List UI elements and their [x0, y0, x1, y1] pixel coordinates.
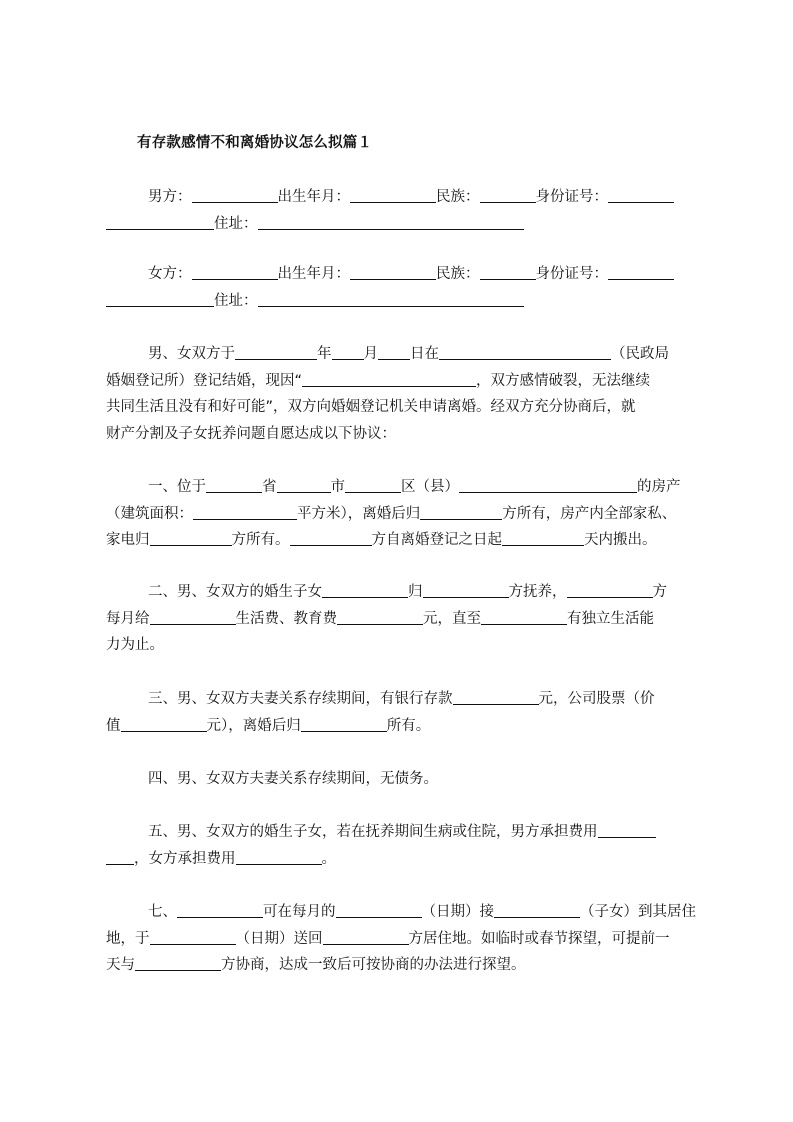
blank: [135, 954, 221, 971]
blank: [481, 608, 567, 625]
blank: [322, 581, 408, 598]
blank: [236, 848, 322, 865]
text: 市: [330, 479, 345, 495]
blank: [567, 581, 653, 598]
text: 三、男、女双方夫妻关系存续期间，有银行存款: [148, 691, 453, 707]
text: 区（县）: [401, 479, 459, 495]
text: 地，于: [106, 930, 150, 947]
blank: [350, 263, 436, 280]
text: 一、位于: [148, 479, 206, 495]
text: 元），离婚后归: [206, 717, 301, 734]
text: 婚姻登记所）登记结婚，现因“: [106, 372, 303, 389]
text: 方自离婚登记之日起: [371, 532, 502, 548]
paragraph-marriage-registration: [106, 341, 706, 447]
label-address: 住址：: [214, 292, 258, 309]
blank: [277, 476, 331, 493]
paragraph-clause-debts: [106, 766, 706, 793]
paragraph-wife-info: [106, 261, 706, 314]
text: 每月给: [106, 610, 150, 627]
text: 天内搬出。: [584, 532, 657, 548]
blank: [480, 186, 536, 203]
blank: [608, 263, 674, 280]
text: （日期）送回: [235, 930, 323, 947]
text: 男、女双方于: [148, 346, 235, 362]
label-ethnicity: 民族：: [436, 266, 480, 282]
label-husband: 男方：: [148, 189, 192, 205]
blank: [494, 901, 580, 918]
label-ethnicity: 民族：: [436, 189, 480, 205]
blank: [598, 821, 656, 838]
text: 五、男、女双方的婚生子女，若在抚养期间生病或住院，男方承担费用: [148, 824, 598, 840]
blank: [192, 186, 278, 203]
text: 的房产: [637, 479, 681, 495]
text: 归: [408, 584, 423, 600]
text: 元，公司股票（价: [538, 691, 655, 707]
blank: [121, 715, 207, 732]
label-birthdate: 出生年月：: [277, 266, 350, 282]
blank: [439, 343, 611, 360]
text: 月: [363, 346, 378, 362]
text: 家电归: [106, 532, 150, 548]
text: 值: [106, 717, 121, 734]
text: 四、男、女双方夫妻关系存续期间，无债务。: [148, 771, 438, 787]
blank: [350, 186, 436, 203]
label-birthdate: 出生年月：: [277, 189, 350, 205]
text: ，女方承担费用: [134, 850, 236, 867]
document-title: 有存款感情不和离婚协议怎么拟篇１: [137, 135, 373, 151]
blank: [302, 370, 476, 387]
blank: [323, 928, 409, 945]
label-wife: 女方：: [148, 266, 192, 282]
text: 财产分割及子女抚养问题自愿达成以下协议：: [106, 425, 396, 442]
text: 生活费、教育费: [235, 610, 337, 627]
blank: [106, 290, 214, 307]
blank: [608, 186, 674, 203]
text: 所有。: [386, 717, 431, 734]
blank: [290, 529, 372, 546]
blank: [453, 688, 539, 705]
label-id-number: 身份证号：: [535, 189, 608, 205]
blank: [150, 529, 232, 546]
blank: [258, 290, 524, 307]
text: （子女）到其居住: [580, 904, 696, 920]
blank: [106, 848, 134, 865]
label-id-number: 身份证号：: [535, 266, 608, 282]
blank: [336, 901, 422, 918]
text: 力为止。: [106, 637, 164, 653]
blank: [235, 343, 317, 360]
text: 方所有。: [231, 532, 290, 548]
text: 省: [262, 479, 277, 495]
text: （民政局: [611, 346, 669, 362]
text: （建筑面积：: [106, 505, 193, 522]
blank: [150, 608, 236, 625]
text: 七、: [148, 904, 177, 920]
blank: [378, 343, 410, 360]
blank: [332, 343, 364, 360]
label-address: 住址：: [214, 215, 258, 232]
text: 可在每月的: [263, 904, 336, 920]
text: 方协商，达成一致后可按协商的办法进行探望。: [221, 957, 526, 973]
blank: [150, 928, 236, 945]
text: 。: [321, 850, 336, 867]
blank: [192, 263, 278, 280]
blank: [206, 476, 262, 493]
blank: [502, 529, 584, 546]
paragraph-clause-savings: [106, 686, 706, 739]
text: 有独立生活能: [567, 610, 654, 627]
blank: [301, 715, 387, 732]
blank: [345, 476, 401, 493]
blank: [480, 263, 536, 280]
text: 方: [652, 584, 667, 600]
text: 元，直至: [423, 610, 481, 627]
blank: [177, 901, 263, 918]
blank: [420, 503, 502, 520]
text: 方居住地。如临时或春节探望，可提前一: [408, 930, 670, 947]
text: 二、男、女双方的婚生子女: [148, 584, 322, 600]
paragraph-clause-property: [106, 474, 706, 554]
paragraph-clause-medical-costs: [106, 819, 706, 872]
blank: [193, 503, 297, 520]
blank: [258, 213, 524, 230]
text: ，双方感情破裂，无法继续: [476, 372, 651, 389]
blank: [106, 213, 214, 230]
blank: [337, 608, 423, 625]
text: 日在: [410, 346, 439, 362]
paragraph-husband-info: [106, 184, 706, 237]
text: 共同生活且没有和好可能”，双方向婚姻登记机关申请离婚。经双方充分协商后，就: [106, 399, 636, 415]
paragraph-clause-visitation: [106, 899, 706, 979]
text: 方抚养，: [508, 584, 567, 600]
text: 年: [317, 346, 332, 362]
text: 方所有，房产内全部家私、: [502, 505, 677, 522]
text: （日期）接: [421, 904, 494, 920]
text: 天与: [106, 957, 135, 973]
text: 平方米），离婚后归: [297, 505, 421, 522]
blank: [459, 476, 637, 493]
paragraph-clause-child-custody: [106, 579, 706, 659]
blank: [423, 581, 509, 598]
